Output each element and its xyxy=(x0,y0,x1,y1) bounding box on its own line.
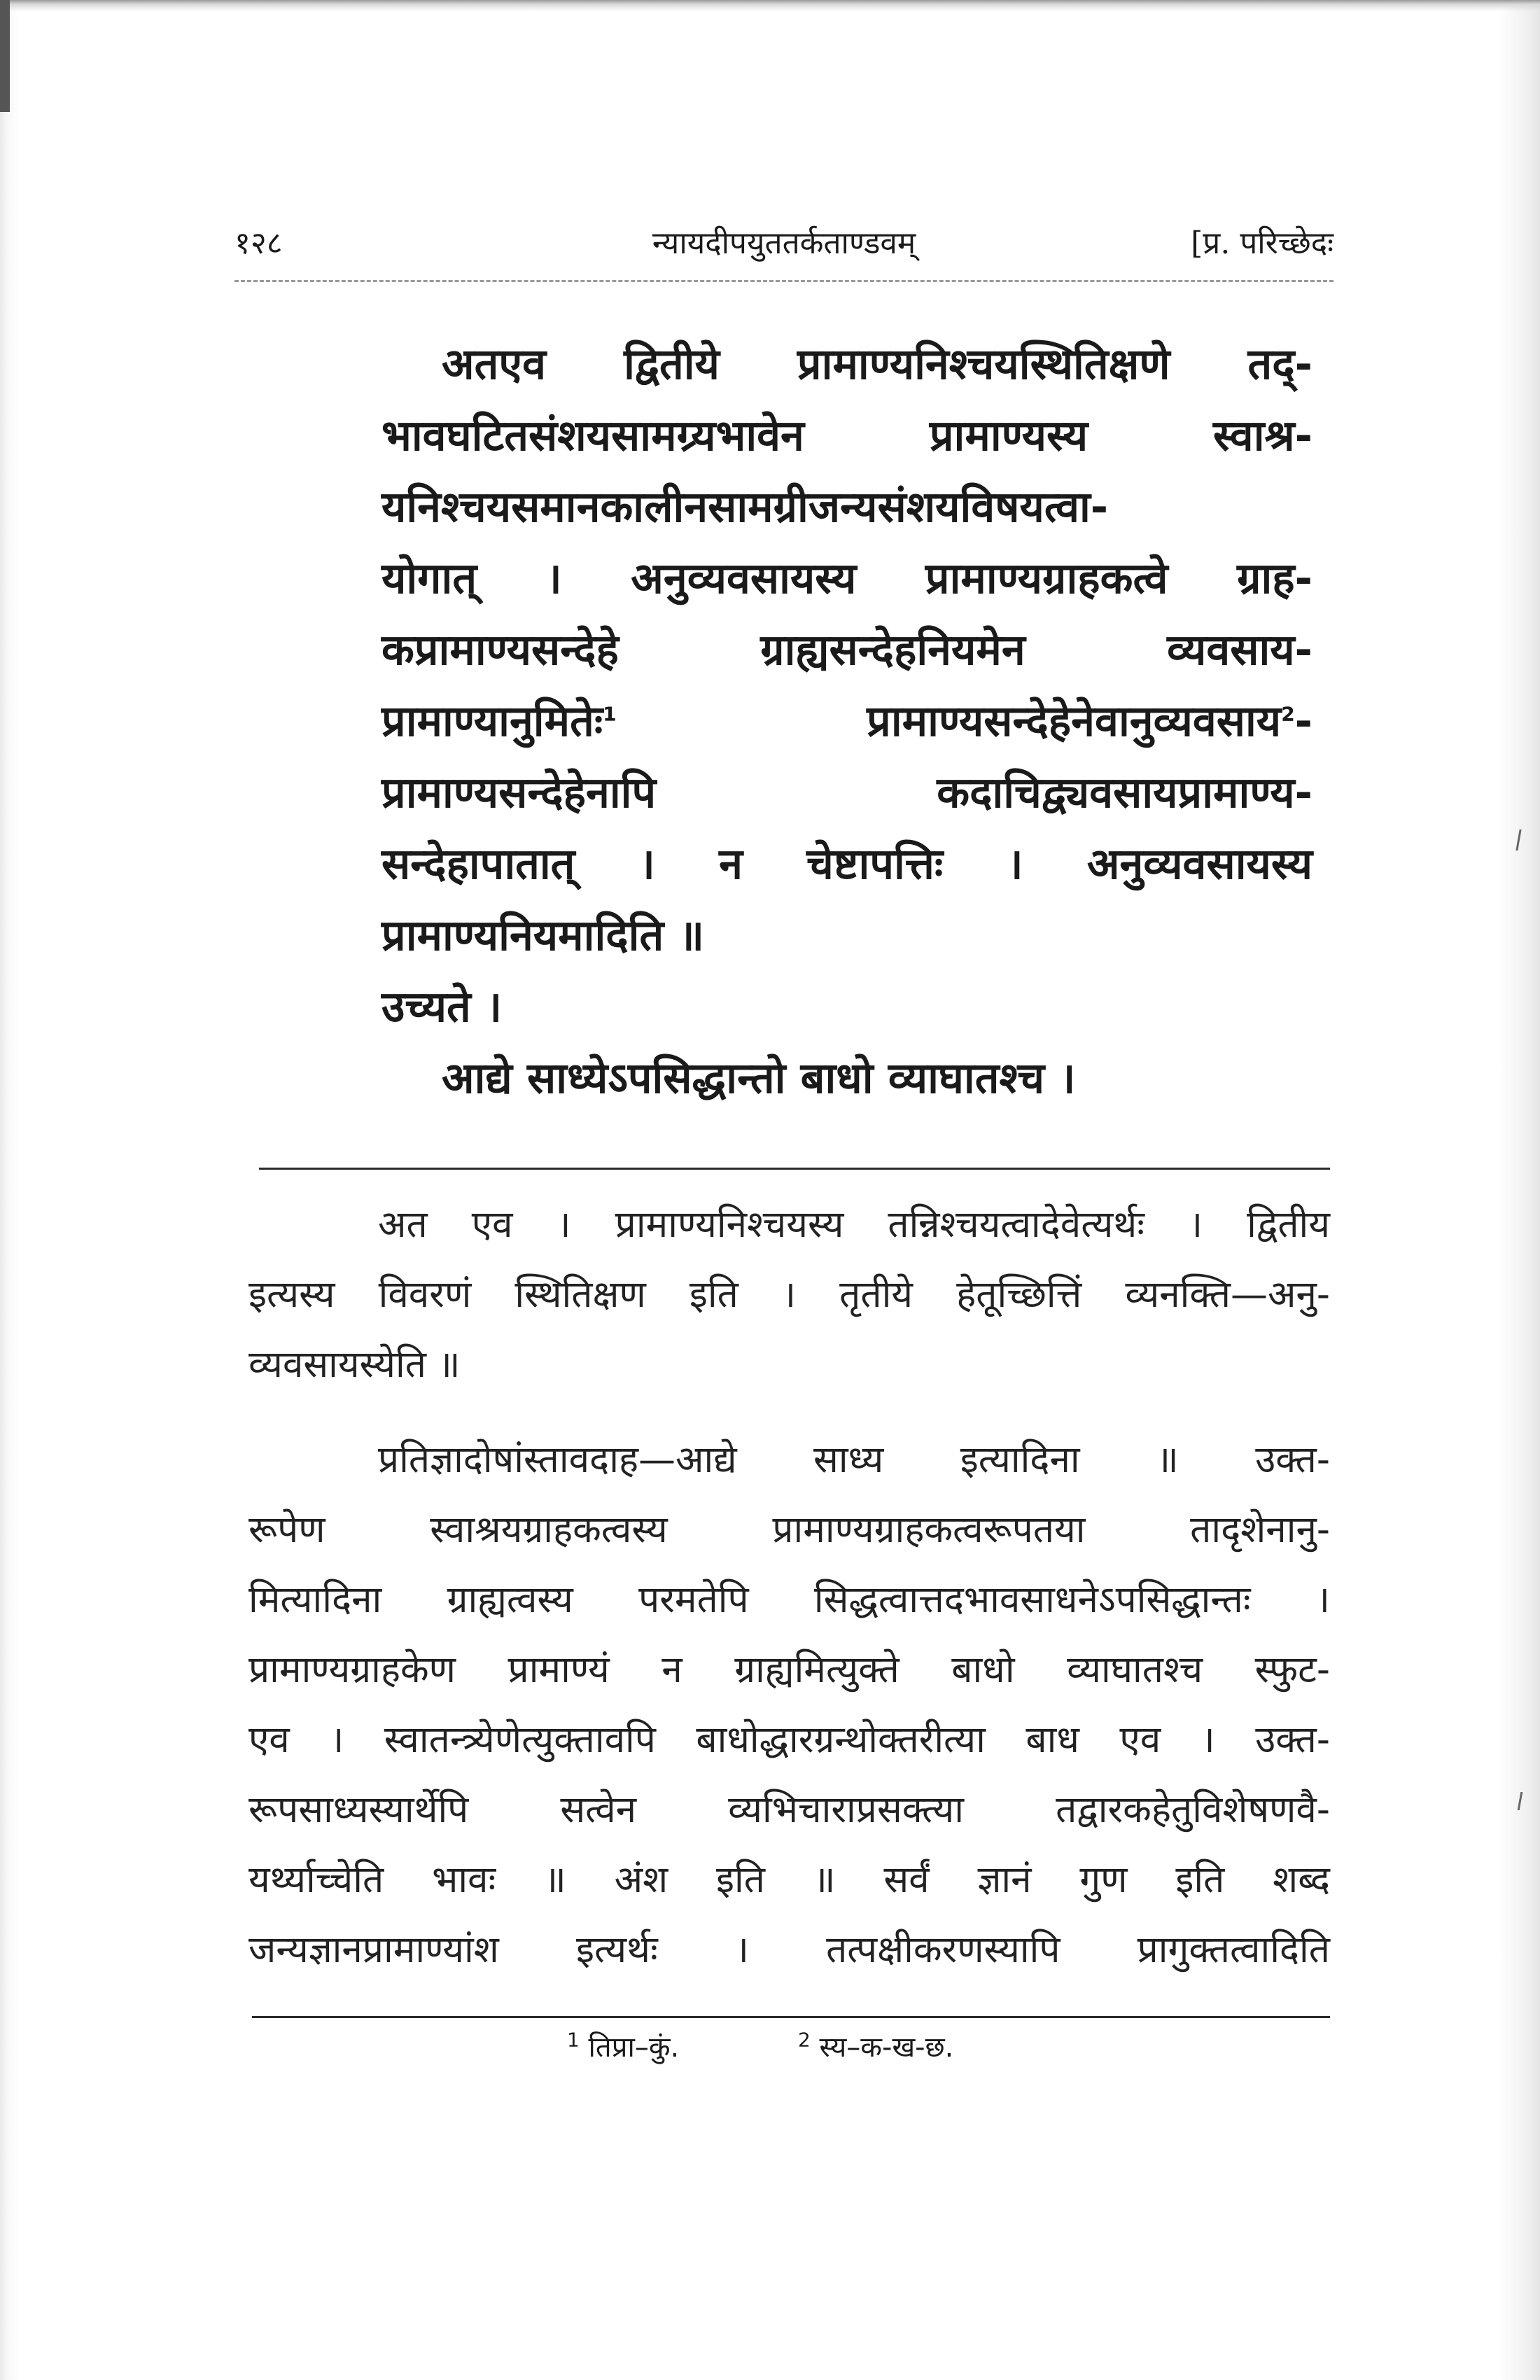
margin-mark xyxy=(1516,830,1528,850)
chapter-label: [प्र. परिच्छेदः xyxy=(1191,225,1334,261)
commentary-line: रूपेण स्वाश्रयग्राहकत्वस्य प्रामाण्यग्राहकत्वरूपतया तादृशेनानु- xyxy=(248,1508,1330,1551)
commentary-line: रूपसाध्यस्यार्थेपि सत्वेन व्यभिचाराप्रसक्त्या तद्वारकहेतुविशेषणवै- xyxy=(248,1788,1330,1831)
footnotes xyxy=(252,2026,1330,2076)
mula-line: अतएव द्वितीये प्रामाण्यनिश्चयस्थितिक्षणे तद्- xyxy=(442,340,1312,389)
footnote-1-number: 1 xyxy=(567,2028,580,2052)
running-head xyxy=(234,214,1334,270)
karika-line: आद्ये साध्येऽपसिद्धान्तो बाधो व्याघातश्च । xyxy=(442,1054,1076,1103)
scan-left-edge xyxy=(0,0,10,112)
commentary-line: व्यवसायस्येति ॥ xyxy=(248,1343,461,1386)
page-number: १२८ xyxy=(234,225,283,261)
mula-line-hyphen: - xyxy=(1294,696,1312,746)
footnote-1 xyxy=(567,2026,679,2065)
footnote-2 xyxy=(798,2026,953,2065)
commentary-line: यर्थ्याच्चेति भावः ॥ अंश इति ॥ सर्वं ज्ञानं गुण इति शब्द xyxy=(248,1858,1330,1901)
mula-line: यनिश्चयसमानकालीनसामग्रीजन्यसंशयविषयत्वा- xyxy=(382,482,1109,532)
mula-line-part: प्रामाण्यसन्देहेनेवानुव्यवसाय xyxy=(867,696,1282,746)
footnote-2-number: 2 xyxy=(798,2028,811,2052)
book-title: न्यायदीपयुततर्कताण्डवम् xyxy=(652,225,916,261)
mula-line: भावघटितसंशयसामग्र्यभावेन प्रामाण्यस्य स्वाश्र- xyxy=(382,411,1312,461)
mula-line-with-refs xyxy=(382,686,1312,757)
mula-line: योगात् । अनुव्यवसायस्य प्रामाण्यग्राहकत्वे ग्राह- xyxy=(382,554,1312,603)
footnote-1-text: तिप्रा–कुं. xyxy=(588,2031,680,2064)
mula-line: उच्यते । xyxy=(382,982,503,1032)
scan-top-edge xyxy=(0,0,1540,11)
mula-line-part: प्रामाण्यानुमितेः xyxy=(382,696,603,746)
mula-line: प्रामाण्यनियमादिति ॥ xyxy=(382,911,704,960)
commentary-line: जन्यज्ञानप्रामाण्यांश इत्यर्थः । तत्पक्षीकरणस्यापि प्रागुक्तत्वादिति xyxy=(248,1928,1330,1971)
paragraph-gap xyxy=(248,1400,1330,1425)
commentary-line: अत एव । प्रामाण्यनिश्चयस्य तन्निश्चयत्वादेवेत्यर्थः । द्वितीय xyxy=(378,1203,1330,1246)
footnote-ref-1: 1 xyxy=(603,702,617,726)
mula-text xyxy=(382,329,1312,1114)
header-rule xyxy=(234,280,1334,282)
footnote-ref-2: 2 xyxy=(1281,702,1295,726)
footnote-rule xyxy=(252,2016,1330,2018)
commentary-line: इत्यस्य विवरणं स्थितिक्षण इति । तृतीये हेतूच्छित्तिं व्यनक्ति—अनु- xyxy=(248,1273,1330,1316)
margin-mark xyxy=(1518,1792,1530,1810)
mula-line: कप्रामाण्यसन्देहे ग्राह्यसन्देहनियमेन व्यवसाय- xyxy=(382,625,1312,675)
commentary-line: एव । स्वातन्त्र्येणेत्युक्तावपि बाधोद्धारग्रन्थोक्तरीत्या बाध एव । उक्त- xyxy=(248,1718,1330,1761)
text-commentary-rule xyxy=(259,1168,1330,1170)
commentary-line: मित्यादिना ग्राह्यत्वस्य परमतेपि सिद्धत्वात्तदभावसाधनेऽपसिद्धान्तः । xyxy=(248,1578,1330,1621)
commentary-text xyxy=(248,1190,1330,1985)
mula-line: प्रामाण्यसन्देहेनापि कदाचिद्व्यवसायप्रामाण्य- xyxy=(382,768,1312,818)
commentary-line: प्रामाण्यग्राहकेण प्रामाण्यं न ग्राह्यमित्युक्ते बाधो व्याघातश्च स्फुट- xyxy=(248,1648,1330,1691)
footnote-2-text: स्य–क-ख-छ. xyxy=(819,2031,954,2064)
commentary-line: प्रतिज्ञादोषांस्तावदाह—आद्ये साध्य इत्यादिना ॥ उक्त- xyxy=(378,1438,1330,1481)
mula-line: सन्देहापातात् । न चेष्टापत्तिः । अनुव्यवसायस्य xyxy=(382,839,1312,889)
